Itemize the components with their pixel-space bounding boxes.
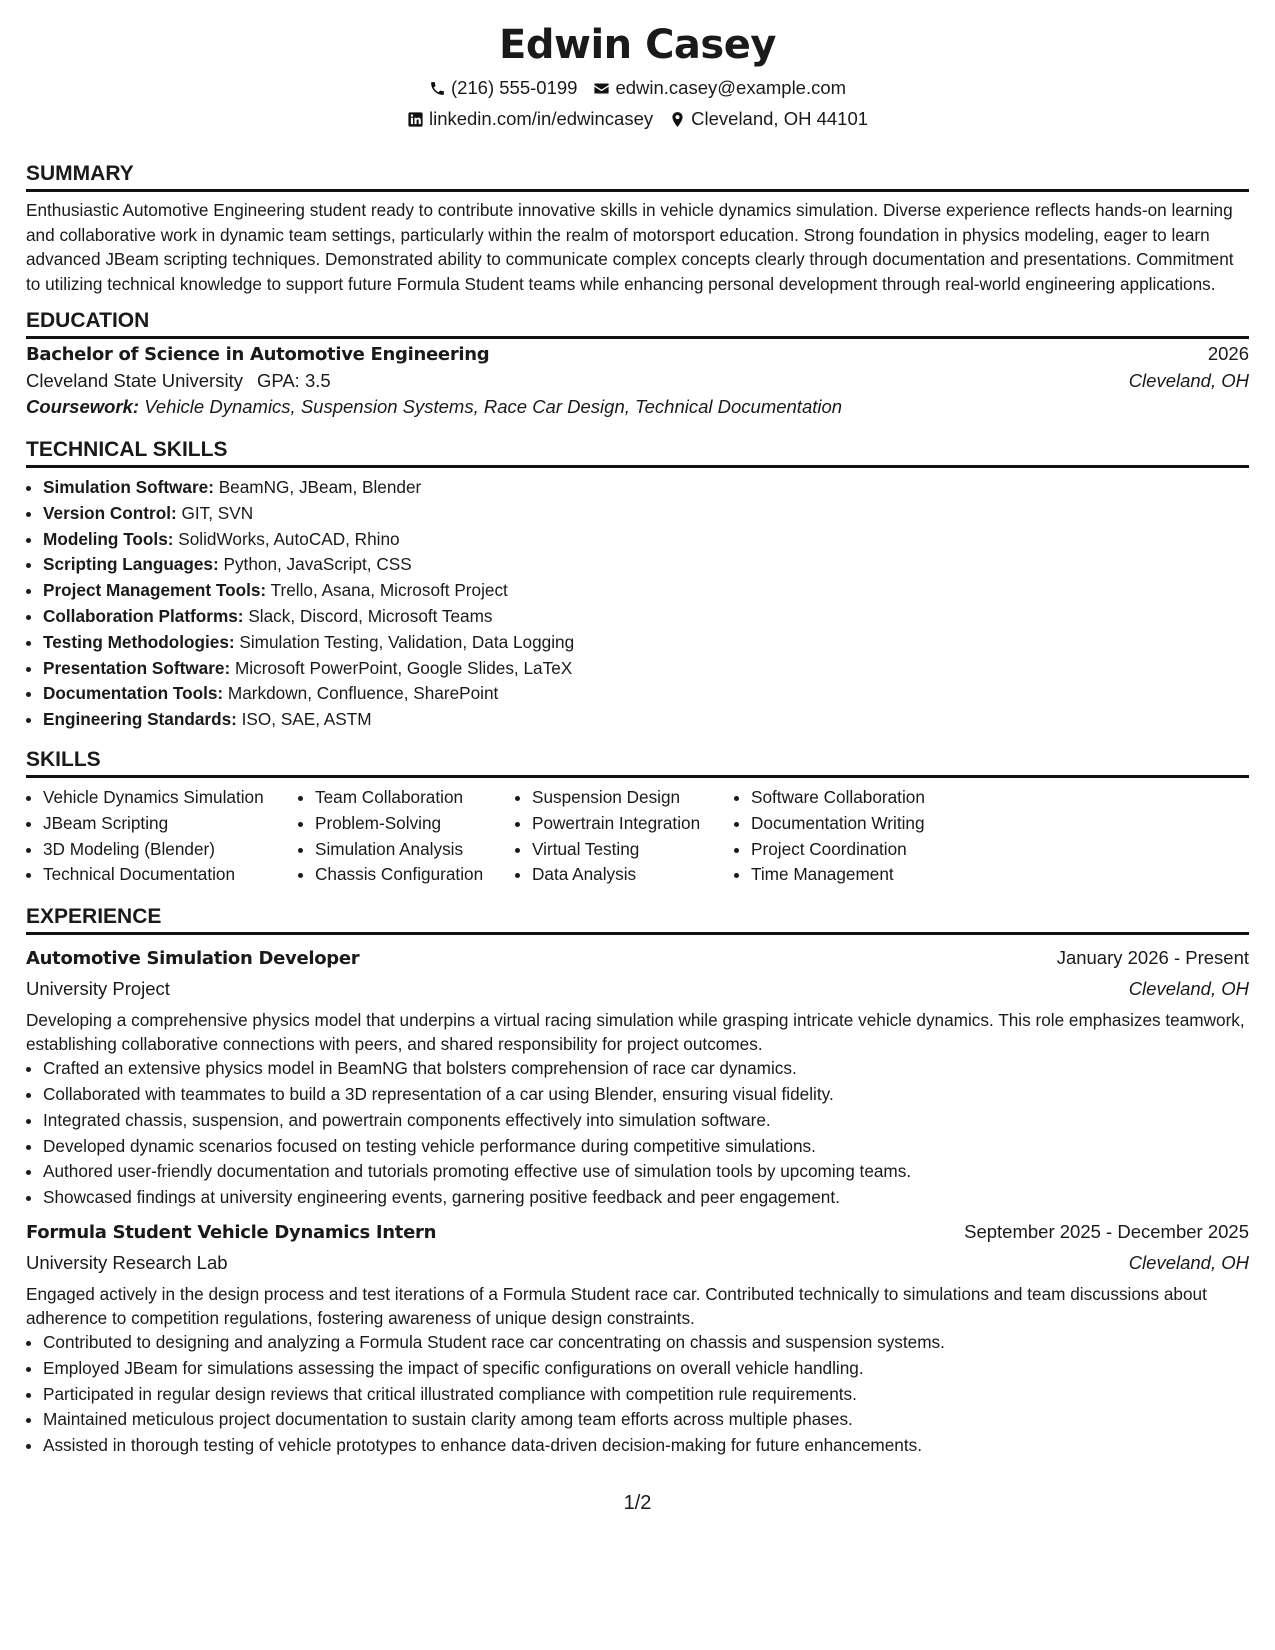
experience-section [26,904,1249,1459]
degree-title: Bachelor of Science in Automotive Engineering [26,344,490,365]
skill-value: ISO, SAE, ASTM [241,709,372,730]
list-item: • Time Management [751,862,1001,888]
education-section [26,308,1249,422]
list-item [43,527,1249,553]
list-item [43,707,1249,733]
list-item: • Collaborated with teammates to build a 3D representation of a car using Blender, ensuring visual fidelity. [43,1082,1249,1108]
job-bullets [26,1330,1249,1459]
job-dates: September 2025 - December 2025 [964,1220,1249,1242]
technical-skills-list [26,475,1249,733]
list-item: • Vehicle Dynamics Simulation [43,785,298,811]
skills-section [26,747,1249,888]
job-title-row [26,943,1249,974]
list-item: • Project Coordination [751,837,1001,863]
phone-contact [429,76,578,100]
skill-value: SolidWorks, AutoCAD, Rhino [178,528,400,549]
list-item: • Employed JBeam for simulations assessing the impact of specific configurations on overall vehicle handling. [43,1356,1249,1382]
list-item: • Simulation Analysis [315,837,515,863]
skill-label: Testing Methodologies: [43,631,235,652]
job-description: Developing a comprehensive physics model that underpins a virtual racing simulation while grasping intricate vehicle dynamics. This role emphasizes teamwork, establishing collaborative connections with peers, and shared responsibility for project outcomes. [26,1010,1245,1055]
job-title: Automotive Simulation Developer [26,948,360,970]
job-bullets [26,1056,1249,1211]
job-entry-2 [26,1217,1249,1459]
contact-line-2 [26,107,1249,131]
linkedin-icon [407,111,424,128]
skill-label: Scripting Languages: [43,554,219,575]
list-item: • Authored user-friendly documentation and tutorials promoting effective use of simulation tools by upcoming teams. [43,1159,1249,1185]
location-text: Cleveland, OH 44101 [691,108,869,129]
job-dates: January 2026 - Present [1056,947,1249,969]
job-entry-1 [26,943,1249,1211]
skill-label: Documentation Tools: [43,683,224,704]
list-item [43,501,1249,527]
skills-column-3 [515,785,734,888]
skill-label: Simulation Software: [43,477,214,497]
coursework-line [26,392,1249,422]
email-text: edwin.casey@example.com [615,77,847,98]
skill-value: Trello, Asana, Microsoft Project [270,580,508,601]
skill-label: Collaboration Platforms: [43,605,244,626]
list-item: • Technical Documentation [43,862,298,888]
job-location: Cleveland, OH [1128,1251,1249,1273]
job-organization: University Project [26,978,170,1000]
list-item: • Problem-Solving [315,811,515,837]
technical-skills-heading: TECHNICAL SKILLS [26,437,1249,468]
list-item: • Chassis Configuration [315,862,515,888]
skills-column-2 [298,785,515,888]
list-item: • Maintained meticulous project documentation to sustain clarity among team efforts across multiple phases. [43,1407,1249,1433]
envelope-icon [593,80,610,97]
coursework-list: Vehicle Dynamics, Suspension Systems, Race Car Design, Technical Documentation [144,396,843,417]
skill-value: Microsoft PowerPoint, Google Slides, LaTeX [234,657,573,678]
linkedin-contact[interactable] [407,107,653,131]
list-item: • Showcased findings at university engineering events, garnering positive feedback and peer engagement. [43,1185,1249,1211]
school-line [26,370,331,392]
list-item [43,604,1249,630]
skill-value: GIT, SVN [181,502,254,523]
list-item [43,552,1249,578]
list-item: • Crafted an extensive physics model in BeamNG that bolsters comprehension of race car dynamics. [43,1056,1249,1082]
linkedin-text: linkedin.com/in/edwincasey [428,108,654,129]
location-contact [669,107,868,131]
list-item: • Documentation Writing [751,811,1001,837]
skill-value: Simulation Testing, Validation, Data Logging [239,631,575,652]
list-item [43,578,1249,604]
education-heading: EDUCATION [26,308,1249,339]
summary-heading: SUMMARY [26,161,1249,192]
job-organization: University Research Lab [26,1251,228,1273]
skill-label: Engineering Standards: [43,709,237,730]
list-item: • Participated in regular design reviews that critical illustrated compliance with competition rule requirements. [43,1382,1249,1408]
list-item: • Suspension Design [532,785,734,811]
skill-label: Modeling Tools: [43,528,174,549]
list-item: • Data Analysis [532,862,734,888]
technical-skills-section [26,437,1249,733]
summary-section [26,161,1249,296]
list-item: • Contributed to designing and analyzing a Formula Student race car concentrating on chassis and suspension systems. [43,1330,1249,1356]
graduation-year: 2026 [1207,343,1249,364]
list-item: • Software Collaboration [751,785,1001,811]
job-description: Engaged actively in the design process and test iterations of a Formula Student race car. Contributed technically to simulations and team discussions about adherence to competition regulations, fostering awareness of unique design constraints. [26,1283,1207,1328]
job-title-row [26,1217,1249,1248]
job-org-row [26,1248,1249,1278]
skill-value: Slack, Discord, Microsoft Teams [248,605,493,626]
email-contact[interactable] [593,76,846,100]
list-item: • Developed dynamic scenarios focused on testing vehicle performance during competitive simulations. [43,1134,1249,1160]
job-location: Cleveland, OH [1128,978,1249,1000]
list-item [43,630,1249,656]
list-item: • Team Collaboration [315,785,515,811]
coursework-label: Coursework: [26,396,140,417]
phone-icon [429,80,446,97]
list-item: • Assisted in thorough testing of vehicle prototypes to enhance data-driven decision-making for future enhancements. [43,1433,1249,1459]
page-number: 1/2 [623,1492,652,1514]
gpa-text: GPA: 3.5 [256,370,331,391]
skills-column-4 [734,785,1001,888]
candidate-name: Edwin Casey [499,22,776,68]
list-item [43,681,1249,707]
contact-line-1 [26,76,1249,100]
skill-label: Project Management Tools: [43,580,267,601]
job-org-row [26,974,1249,1004]
experience-heading: EXPERIENCE [26,904,1249,935]
skill-value: Python, JavaScript, CSS [223,554,412,575]
skills-column-1 [26,785,298,888]
skills-columns [26,785,1249,888]
school-location: Cleveland, OH [1128,370,1249,391]
skills-heading: SKILLS [26,747,1249,778]
job-title: Formula Student Vehicle Dynamics Intern [26,1221,437,1243]
phone-text: (216) 555-0199 [450,77,578,98]
list-item: • Integrated chassis, suspension, and powertrain components effectively into simulation software. [43,1108,1249,1134]
list-item [43,656,1249,682]
education-degree-row [26,339,1249,370]
list-item: • JBeam Scripting [43,811,298,837]
skill-value: BeamNG, JBeam, Blender [218,477,422,497]
education-school-row [26,370,1249,392]
school-name: Cleveland State University [26,370,243,391]
list-item: • 3D Modeling (Blender) [43,837,298,863]
map-pin-icon [669,111,686,128]
list-item [43,475,1249,501]
list-item: • Virtual Testing [532,837,734,863]
skill-label: Version Control: [43,502,177,523]
list-item: • Powertrain Integration [532,811,734,837]
skill-label: Presentation Software: [43,657,231,678]
skill-value: Markdown, Confluence, SharePoint [227,683,499,704]
summary-text: Enthusiastic Automotive Engineering student ready to contribute innovative skills in vehicle dynamics simulation. Diverse experience reflects hands-on learning and collaborative work in dynamic team settings, particularly within the realm of motorsport education. Strong foundation in physics modeling, eager to learn advanced JBeam scripting techniques. Demonstrated ability to communicate complex concepts clearly through documentation and presentations. Commitment to utilizing technical knowledge to support future Formula Student teams while enhancing personal development through real-world engineering applications. [26,200,1234,294]
